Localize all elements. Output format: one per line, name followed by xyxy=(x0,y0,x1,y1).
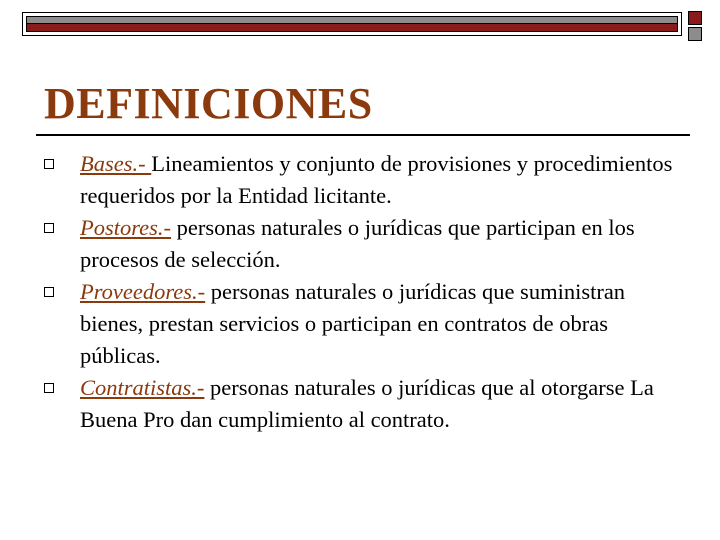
definition-term: Bases.- xyxy=(80,151,152,176)
top-bar-red-stripe xyxy=(27,23,677,31)
hollow-square-bullet-icon xyxy=(44,383,54,393)
definition-text: personas naturales o jurídicas que suministran bienes, prestan servicios o participan en contratos de obras públicas. xyxy=(80,279,626,368)
list-item xyxy=(44,212,684,276)
top-decorative-bar xyxy=(22,12,682,36)
corner-gray-square xyxy=(688,27,702,41)
hollow-square-bullet-icon xyxy=(44,159,54,169)
hollow-square-bullet-icon xyxy=(44,287,54,297)
top-bar-gray-fill xyxy=(26,16,678,32)
definition-term: Proveedores.- xyxy=(80,279,206,304)
slide-title: DEFINICIONES xyxy=(44,79,373,128)
definition-text: Lineamientos y conjunto de provisiones y procedimientos requeridos por la Entidad licitante. xyxy=(80,151,673,208)
definitions-list xyxy=(44,148,684,436)
definition-text: personas naturales o jurídicas que participan en los procesos de selección. xyxy=(80,215,635,272)
definition-term: Contratistas.- xyxy=(80,375,205,400)
definition-text: personas naturales o jurídicas que al otorgarse La Buena Pro dan cumplimiento al contrato. xyxy=(80,375,654,432)
list-item xyxy=(44,276,684,372)
title-divider xyxy=(36,134,690,136)
list-item xyxy=(44,372,684,436)
definition-term: Postores.- xyxy=(80,215,172,240)
list-item xyxy=(44,148,684,212)
hollow-square-bullet-icon xyxy=(44,223,54,233)
corner-red-square xyxy=(688,11,702,25)
